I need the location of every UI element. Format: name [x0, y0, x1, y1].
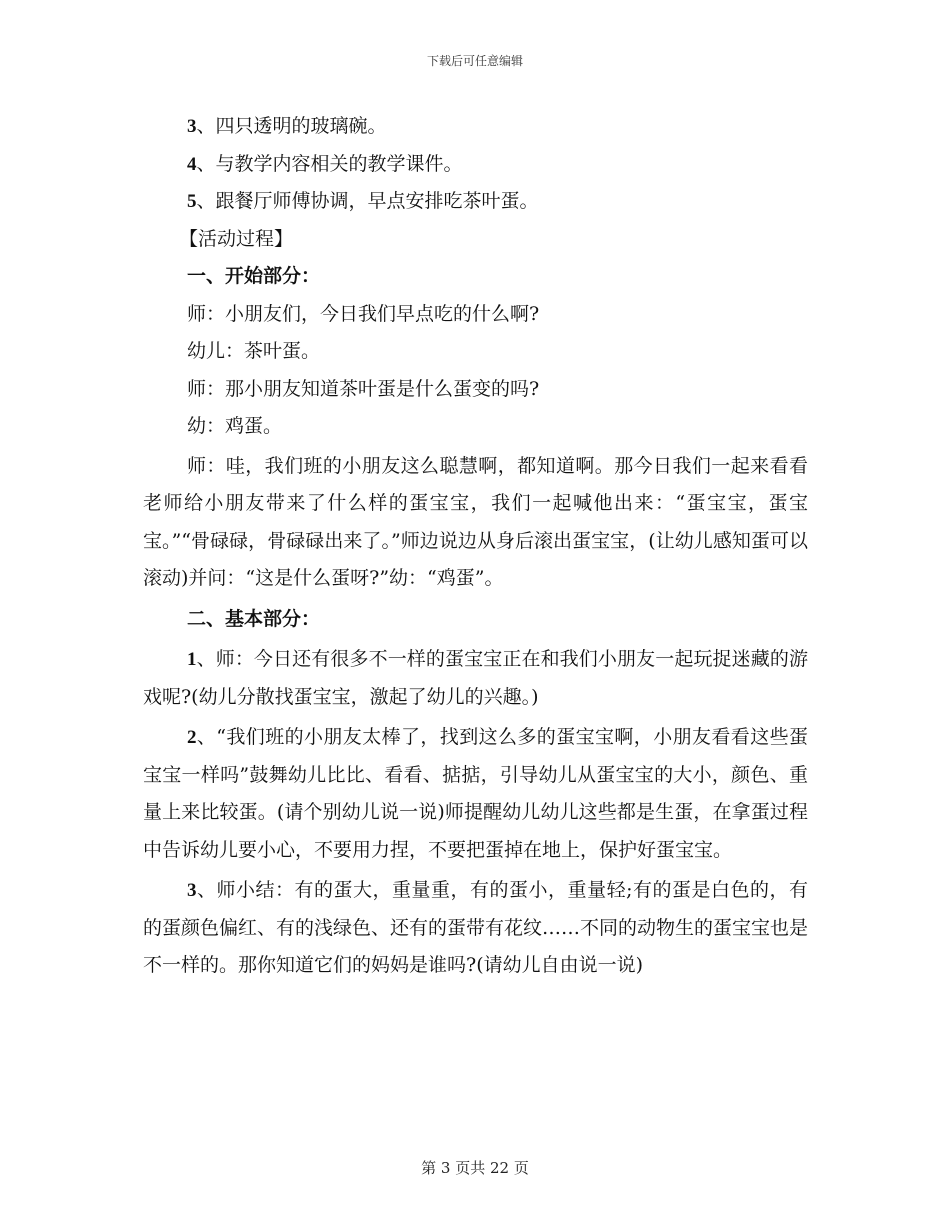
page-footer: 第 3 页共 22 页 [421, 1159, 529, 1177]
item-number: 3 [187, 880, 197, 901]
dialogue-line: 师：那小朋友知道茶叶蛋是什么蛋变的吗? [187, 377, 540, 400]
section-heading-start: 一、开始部分： [187, 265, 321, 287]
item-text: 、“我们班的小朋友太棒了，找到这么多的蛋宝宝啊，小朋友看看这些蛋宝宝一样吗”鼓舞幼儿比比、看看、掂掂，引导幼儿从蛋宝宝的大小，颜色、重量上来比较蛋。(请个别幼儿说一说)师提醒幼儿幼儿这些都是生蛋，在拿蛋过程中告诉幼儿要小心，不要用力捏，不要把蛋掉在地上，保护好蛋宝宝。 [143, 726, 808, 861]
item-number: 3 [187, 116, 197, 137]
item-number: 4 [187, 153, 197, 175]
item-text: 、跟餐厅师傅协调，早点安排吃茶叶蛋。 [196, 190, 539, 212]
item-text: 、师小结：有的蛋大，重量重，有的蛋小，重量轻;有的蛋是白色的，有的蛋颜色偏红、有的浅绿色、还有的蛋带有花纹……不同的动物生的蛋宝宝也是不一样的。那你知道它们的妈妈是谁吗?(请幼儿自由说一说) [143, 879, 809, 976]
section1-paragraph: 师：哇，我们班的小朋友这么聪慧啊，都知道啊。那今日我们一起来看看老师给小朋友带来了什么样的蛋宝宝，我们一起喊他出来：“蛋宝宝，蛋宝宝。”“骨碌碌，骨碌碌出来了。”师边说边从身后滚出蛋宝宝，(让幼儿感知蛋可以滚动)并问：“这是什么蛋呀?”幼：“鸡蛋”。 [143, 454, 808, 589]
dialogue-line: 师：小朋友们，今日我们早点吃的什么啊? [187, 302, 540, 325]
dialogue-line: 幼：鸡蛋。 [187, 415, 283, 437]
item-text: 、四只透明的玻璃碗。 [196, 115, 387, 137]
material-item-3 [143, 108, 808, 146]
document-body [143, 108, 808, 985]
dialogue-line: 幼儿：茶叶蛋。 [187, 340, 321, 362]
material-item-4 [143, 146, 808, 184]
section-heading-basic: 二、基本部分： [187, 607, 321, 630]
activity-heading: 【活动过程】 [179, 227, 294, 250]
basic-item-1 [143, 641, 808, 716]
item-number: 5 [187, 191, 197, 212]
basic-item-3 [143, 872, 808, 985]
basic-item-2 [143, 719, 808, 869]
item-text: 、师：今日还有很多不一样的蛋宝宝正在和我们小朋友一起玩捉迷藏的游戏呢?(幼儿分散找蛋宝宝，激起了幼儿的兴趣。) [143, 648, 808, 708]
item-number: 2 [187, 727, 197, 748]
material-item-5 [143, 183, 808, 221]
page-header: 下载后可任意编辑 [426, 54, 523, 68]
item-text: 、与教学内容相关的教学课件。 [196, 152, 463, 175]
item-number: 1 [187, 649, 197, 670]
